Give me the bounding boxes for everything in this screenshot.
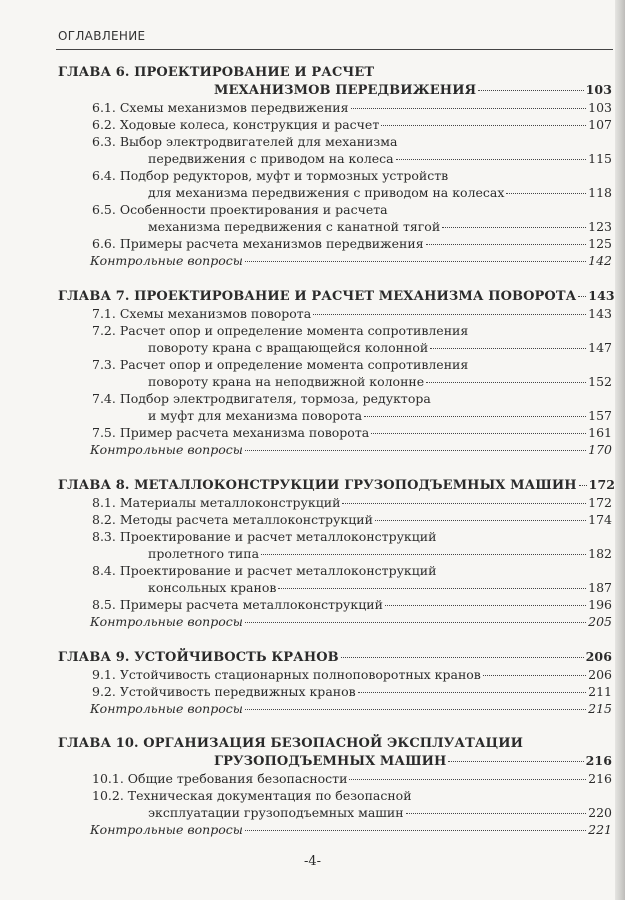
- dot-leader: [385, 605, 586, 606]
- dot-leader: [341, 657, 584, 658]
- page-number-ref: 161: [588, 425, 612, 440]
- dot-leader: [426, 244, 587, 245]
- toc-section: [58, 770, 612, 787]
- section-number: 8.5.: [92, 597, 116, 612]
- section-title: Схемы механизмов передвижения: [119, 100, 349, 115]
- page-number-ref: 211: [588, 684, 612, 699]
- review-questions-entry-text: Контрольные вопросы: [90, 614, 243, 629]
- page-number-ref: 147: [588, 340, 612, 355]
- section-entry[interactable]: [92, 770, 612, 787]
- page-number-ref: 143: [588, 288, 615, 303]
- page-number-ref: 216: [585, 753, 612, 768]
- section-line2-text: эксплуатации грузоподъемных машин: [148, 805, 404, 820]
- dot-leader: [364, 416, 586, 417]
- table-of-contents: [58, 64, 616, 856]
- section-line2[interactable]: [92, 545, 612, 562]
- section-line2-text: и муфт для механизма поворота: [148, 408, 363, 423]
- dot-leader: [261, 554, 586, 555]
- section-entry[interactable]: [92, 666, 612, 683]
- dot-leader: [245, 830, 586, 831]
- dot-leader: [478, 90, 583, 91]
- section-entry-text: [92, 424, 369, 441]
- section-entry-text: [92, 99, 349, 116]
- dot-leader: [313, 314, 586, 315]
- section-title: Подбор электродвигателя, тормоза, редуктора: [119, 391, 431, 406]
- section-entry-text: [92, 305, 311, 322]
- page-number-ref: 174: [588, 512, 612, 527]
- section-title: Подбор редукторов, муфт и тормозных устройств: [119, 168, 449, 183]
- dot-leader: [396, 159, 587, 160]
- section-number: 9.2.: [92, 684, 116, 699]
- toc-chapter: [58, 64, 612, 269]
- section-title: Пример расчета механизма поворота: [119, 425, 370, 440]
- section-number: 9.1.: [92, 667, 116, 682]
- toc-chapter: [58, 648, 612, 717]
- dot-leader: [483, 675, 586, 676]
- section-entry[interactable]: [92, 235, 612, 252]
- dot-leader: [426, 382, 586, 383]
- page-number-ref: 125: [588, 236, 612, 251]
- toc-section: [58, 528, 612, 562]
- section-title: Материалы металлоконструкций: [119, 495, 341, 510]
- section-number: 7.3.: [92, 357, 116, 372]
- review-questions-entry-text: Контрольные вопросы: [90, 253, 243, 268]
- section-entry-text: [92, 511, 373, 528]
- section-line1[interactable]: [92, 167, 612, 184]
- section-line1[interactable]: [92, 133, 612, 150]
- toc-section: [58, 683, 612, 700]
- section-number: 8.1.: [92, 495, 116, 510]
- section-number: 7.4.: [92, 391, 116, 406]
- dot-leader: [245, 622, 586, 623]
- running-header: ОГЛАВЛЕНИЕ: [58, 29, 146, 43]
- section-entry-text: [92, 683, 356, 700]
- section-line1[interactable]: [92, 562, 612, 579]
- page-number-ref: 206: [588, 667, 612, 682]
- toc-section: [58, 201, 612, 235]
- toc-section: [58, 596, 612, 613]
- section-line2[interactable]: [92, 150, 612, 167]
- page-number-ref: 157: [588, 408, 612, 423]
- page-number-ref: 205: [588, 614, 612, 629]
- chapter-title-line2[interactable]: [58, 752, 612, 770]
- section-entry[interactable]: [92, 99, 612, 116]
- dot-leader: [245, 709, 586, 710]
- section-number: 7.2.: [92, 323, 116, 338]
- section-number: 6.2.: [92, 117, 116, 132]
- toc-section: [58, 356, 612, 390]
- section-number: 7.1.: [92, 306, 116, 321]
- chapter-title-line2-text: ГРУЗОПОДЪЕМНЫХ МАШИН: [214, 754, 447, 769]
- section-entry[interactable]: [92, 424, 612, 441]
- page-number-ref: 152: [588, 374, 612, 389]
- section-title: Выбор электродвигателей для механизма: [119, 134, 398, 149]
- section-title: Примеры расчета металлоконструкций: [119, 597, 383, 612]
- section-title: Общие требования безопасности: [127, 771, 348, 786]
- review-questions-entry[interactable]: [58, 821, 612, 838]
- chapter-title-entry[interactable]: [58, 476, 616, 494]
- section-number: 6.5.: [92, 202, 116, 217]
- section-entry[interactable]: [92, 494, 612, 511]
- toc-section: [58, 494, 612, 511]
- section-entry[interactable]: [92, 683, 612, 700]
- toc-section: [58, 116, 612, 133]
- section-line2-text: повороту крана с вращающейся колонной: [148, 340, 429, 355]
- dot-leader: [448, 761, 583, 762]
- toc-chapter: [58, 735, 612, 838]
- page-number-ref: 118: [588, 185, 612, 200]
- toc-section: [58, 424, 612, 441]
- chapter-title-entry-text: ГЛАВА 7. ПРОЕКТИРОВАНИЕ И РАСЧЕТ МЕХАНИЗМА ПОВОРОТА: [58, 289, 577, 304]
- toc-section: [58, 666, 612, 683]
- section-title: Расчет опор и определение момента сопротивления: [119, 357, 469, 372]
- section-entry[interactable]: [92, 116, 612, 133]
- section-line2-text: повороту крана на неподвижной колонне: [148, 374, 425, 389]
- section-line2-text: передвижения с приводом на колеса: [148, 151, 394, 166]
- section-line2[interactable]: [92, 373, 612, 390]
- chapter-title-line2[interactable]: [58, 81, 612, 99]
- section-title: Техническая документация по безопасной: [127, 788, 412, 803]
- section-number: 8.3.: [92, 529, 116, 544]
- toc-section: [58, 322, 612, 356]
- toc-section: [58, 235, 612, 252]
- section-line1[interactable]: [92, 322, 612, 339]
- section-entry-text: [92, 116, 379, 133]
- section-line1[interactable]: [92, 356, 612, 373]
- section-number: 6.4.: [92, 168, 116, 183]
- review-questions-entry[interactable]: [58, 613, 612, 630]
- section-title: Примеры расчета механизмов передвижения: [119, 236, 424, 251]
- review-questions-entry-text: Контрольные вопросы: [90, 701, 243, 716]
- section-title: Проектирование и расчет металлоконструкций: [119, 529, 437, 544]
- toc-section: [58, 390, 612, 424]
- section-entry-text: [92, 235, 424, 252]
- page-number-ref: 187: [588, 580, 612, 595]
- dot-leader: [245, 261, 586, 262]
- section-line2-text: пролетного типа: [148, 546, 260, 561]
- toc-section: [58, 305, 612, 322]
- section-entry-text: [92, 596, 383, 613]
- page-number-ref: 115: [588, 151, 612, 166]
- dot-leader: [349, 779, 586, 780]
- toc-section: [58, 562, 612, 596]
- page-number-ref: 103: [588, 100, 612, 115]
- toc-section: [58, 787, 612, 821]
- dot-leader: [506, 193, 586, 194]
- page-number-ref: 142: [588, 253, 612, 268]
- section-number: 8.2.: [92, 512, 116, 527]
- page-number-ref: 172: [588, 477, 616, 492]
- section-line2[interactable]: [92, 579, 612, 596]
- section-line1[interactable]: [92, 528, 612, 545]
- page-number-ref: 221: [588, 822, 612, 837]
- toc-section: [58, 511, 612, 528]
- dot-leader: [351, 108, 587, 109]
- page-number-ref: 143: [588, 306, 612, 321]
- dot-leader: [381, 125, 586, 126]
- chapter-title-entry-text: ГЛАВА 8. МЕТАЛЛОКОНСТРУКЦИИ ГРУЗОПОДЪЕМНЫХ МАШИН: [58, 478, 577, 493]
- review-questions-entry[interactable]: [58, 441, 612, 458]
- dot-leader: [278, 588, 586, 589]
- dot-leader: [371, 433, 586, 434]
- page-number-ref: 103: [585, 82, 612, 97]
- section-line2[interactable]: [92, 804, 612, 821]
- dot-leader: [358, 692, 586, 693]
- section-entry-text: [92, 770, 347, 787]
- section-title: Схемы механизмов поворота: [119, 306, 312, 321]
- section-number: 7.5.: [92, 425, 116, 440]
- section-title: Методы расчета металлоконструкций: [119, 512, 373, 527]
- page-edge-shadow: [615, 0, 625, 900]
- review-questions-entry-text: Контрольные вопросы: [90, 822, 243, 837]
- dot-leader: [578, 296, 586, 297]
- section-line1[interactable]: [92, 390, 612, 407]
- dot-leader: [430, 348, 586, 349]
- page-number-ref: 206: [585, 649, 612, 664]
- section-line2-text: консольных кранов: [148, 580, 277, 595]
- chapter-title-line1[interactable]: ГЛАВА 10. ОРГАНИЗАЦИЯ БЕЗОПАСНОЙ ЭКСПЛУАТАЦИИ: [58, 736, 523, 751]
- section-entry-text: [92, 494, 340, 511]
- page-number-ref: 172: [588, 495, 612, 510]
- chapter-title-line1[interactable]: ГЛАВА 6. ПРОЕКТИРОВАНИЕ И РАСЧЕТ: [58, 65, 375, 80]
- toc-chapter: [58, 287, 615, 458]
- section-number: 10.1.: [92, 771, 124, 786]
- section-line2[interactable]: [92, 407, 612, 424]
- chapter-title-entry[interactable]: [58, 287, 615, 305]
- section-number: 6.6.: [92, 236, 116, 251]
- section-entry[interactable]: [92, 596, 612, 613]
- page-number-ref: 216: [588, 771, 612, 786]
- toc-chapter: [58, 476, 616, 630]
- page-number-ref: 220: [588, 805, 612, 820]
- review-questions-entry[interactable]: [58, 700, 612, 717]
- section-title: Проектирование и расчет металлоконструкций: [119, 563, 437, 578]
- chapter-title-entry-text: ГЛАВА 9. УСТОЙЧИВОСТЬ КРАНОВ: [58, 650, 339, 665]
- section-title: Устойчивость передвижных кранов: [119, 684, 356, 699]
- section-line2-text: для механизма передвижения с приводом на колесах: [148, 185, 505, 200]
- toc-section: [58, 133, 612, 167]
- header-rule: [56, 49, 613, 50]
- dot-leader: [406, 813, 587, 814]
- section-title: Устойчивость стационарных полноповоротных кранов: [119, 667, 481, 682]
- section-entry-text: [92, 666, 481, 683]
- page-number-ref: 107: [588, 117, 612, 132]
- page-number-ref: 196: [588, 597, 612, 612]
- section-line2[interactable]: [92, 218, 612, 235]
- section-number: 6.3.: [92, 134, 116, 149]
- page-number-ref: 170: [588, 442, 612, 457]
- page-number-ref: 123: [588, 219, 612, 234]
- section-line1[interactable]: [92, 787, 612, 804]
- dot-leader: [579, 485, 587, 486]
- section-title: Ходовые колеса, конструкция и расчет: [119, 117, 380, 132]
- section-line2[interactable]: [92, 339, 612, 356]
- page-number: -4-: [303, 854, 322, 869]
- section-title: Особенности проектирования и расчета: [119, 202, 388, 217]
- dot-leader: [442, 227, 586, 228]
- section-entry[interactable]: [92, 305, 612, 322]
- chapter-title-line2-text: МЕХАНИЗМОВ ПЕРЕДВИЖЕНИЯ: [214, 83, 477, 98]
- section-number: 10.2.: [92, 788, 124, 803]
- section-title: Расчет опор и определение момента сопротивления: [119, 323, 469, 338]
- dot-leader: [342, 503, 586, 504]
- page-number-ref: 215: [588, 701, 612, 716]
- page-number-ref: 182: [588, 546, 612, 561]
- section-entry[interactable]: [92, 511, 612, 528]
- section-number: 6.1.: [92, 100, 116, 115]
- review-questions-entry-text: Контрольные вопросы: [90, 442, 243, 457]
- dot-leader: [245, 450, 586, 451]
- toc-section: [58, 167, 612, 201]
- section-line2[interactable]: [92, 184, 612, 201]
- toc-section: [58, 99, 612, 116]
- dot-leader: [375, 520, 586, 521]
- section-line2-text: механизма передвижения с канатной тягой: [148, 219, 441, 234]
- section-line1[interactable]: [92, 201, 612, 218]
- chapter-title-entry[interactable]: [58, 648, 612, 666]
- section-number: 8.4.: [92, 563, 116, 578]
- review-questions-entry[interactable]: [58, 252, 612, 269]
